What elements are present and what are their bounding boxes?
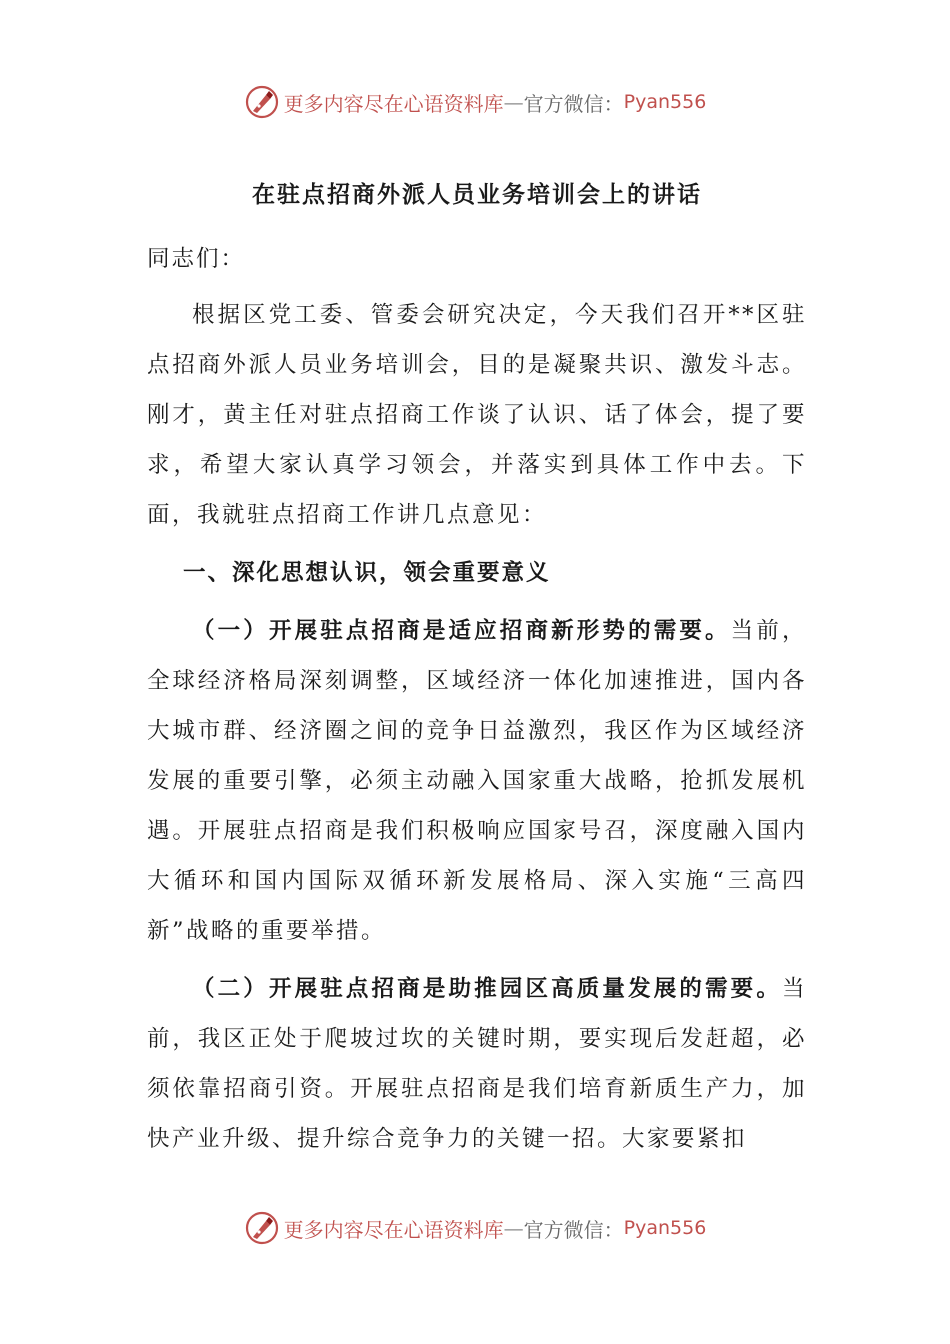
watermark-banner-top (0, 84, 950, 120)
intro-paragraph: 根据区党工委、管委会研究决定，今天我们召开**区驻点招商外派人员业务培训会，目的是凝聚共识、激发斗志。刚才，黄主任对驻点招商工作谈了认识、话了体会，提了要求，希望大家认真学习领会，并落实到具体工作中去。下面，我就驻点招商工作讲几点意见： (147, 302, 807, 528)
watermark-dash: — (503, 90, 524, 114)
watermark-text: 更多内容尽在心语资料库 (283, 91, 504, 116)
watermark-banner-bottom (0, 1210, 950, 1246)
pen-nib-seal-icon (244, 1210, 280, 1246)
salutation: 同志们： (147, 246, 246, 272)
watermark-dash: — (503, 1216, 524, 1240)
section-heading-1: 一、深化思想认识，领会重要意义 (183, 560, 551, 586)
point-2-lead: （二）开展驻点招商是助推园区高质量发展的需要。 (192, 976, 782, 1002)
point-1-lead: （一）开展驻点招商是适应招商新形势的需要。 (192, 618, 731, 644)
pen-nib-seal-icon (244, 84, 280, 120)
watermark-wechat-id: Pyan556 (623, 91, 707, 113)
point-2-paragraph (147, 964, 807, 1164)
document-body (147, 170, 807, 1172)
watermark-label: 官方微信： (523, 91, 624, 116)
watermark-text: 更多内容尽在心语资料库 (283, 1217, 504, 1242)
point-1-body: 当前，全球经济格局深刻调整，区域经济一体化加速推进，国内各大城市群、经济圈之间的竞争日益激烈，我区作为区域经济发展的重要引擎，必须主动融入国家重大战略，抢抓发展机遇。开展驻点招商是我们积极响应国家号召，深度融入国内大循环和国内国际双循环新发展格局、深入实施“三高四新”战略的重要举措。 (147, 618, 807, 944)
document-title: 在驻点招商外派人员业务培训会上的讲话 (252, 181, 702, 208)
point-1-paragraph (147, 606, 807, 956)
watermark-wechat-id: Pyan556 (623, 1217, 707, 1239)
watermark-label: 官方微信： (523, 1217, 624, 1242)
point-2-body: 当前，我区正处于爬坡过坎的关键时期，要实现后发赶超，必须依靠招商引资。开展驻点招商是我们培育新质生产力，加快产业升级、提升综合竞争力的关键一招。大家要紧扣 (147, 976, 807, 1152)
